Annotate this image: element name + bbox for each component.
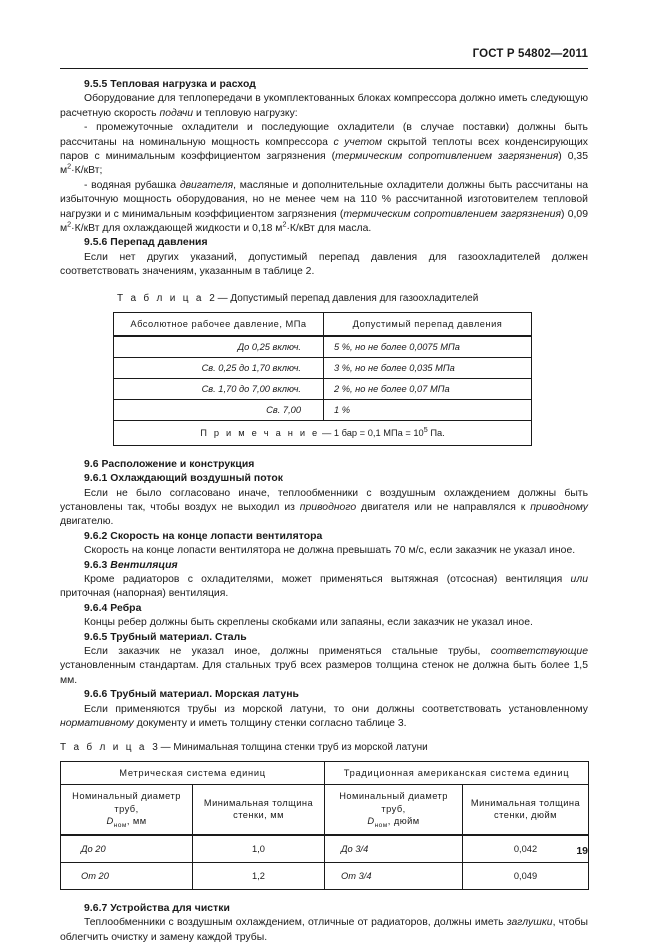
italic-term-dvigatelya: двигателя — [179, 179, 234, 191]
table-3-cell-r0c2: До 3/4 — [325, 835, 463, 863]
italic-term-sootvetstvuyushchie: соответствующие — [490, 645, 588, 657]
table-2-caption-text: Допустимый перепад давления для газоохладителей — [230, 292, 479, 304]
italic-term-privodnogo: приводного — [299, 501, 357, 513]
table-3-cell-r1c2: От 3/4 — [325, 862, 463, 889]
table-3-caption-number: 3 — [152, 742, 158, 754]
table-3-caption — [60, 741, 588, 755]
table-2-header-row — [114, 312, 532, 336]
table-2-cell-r1c0: Св. 0,25 до 1,70 включ. — [114, 357, 324, 378]
table-3-col-header-1-line2: стенки, мм — [233, 810, 284, 821]
paragraph-9-6-2-1: Скорость на конце лопасти вентилятора не должна превышать 70 м/с, если заказчик не указал иное. — [84, 545, 576, 557]
table-3-cell-r1c1: 1,2 — [193, 862, 325, 889]
paragraph-9-6-3-1: Кроме радиаторов с охладителями, может применяться вытяжная (отсосная) вентиляция или приточная (напорная) вентиляция. — [60, 573, 588, 600]
table-3-col-header-2-subscript: ном — [374, 822, 388, 830]
table-3-col-header-0 — [61, 785, 193, 835]
table-2-caption-dash: — — [217, 292, 228, 304]
table-2-note — [114, 420, 532, 445]
table-2-cell-r2c0: Св. 1,70 до 7,00 включ. — [114, 378, 324, 399]
italic-term-ili: или — [570, 573, 588, 585]
table-3-cell-r0c0: До 20 — [61, 835, 193, 863]
table-3-col-header-2-symbol: D — [367, 816, 375, 827]
document-content — [60, 78, 588, 945]
table-2-cell-r1c1: 3 %, но не более 0,035 МПа — [324, 357, 532, 378]
table-3-group-header-row — [61, 762, 589, 785]
table-3-cell-r0c3: 0,042 — [463, 835, 589, 863]
table-row — [114, 336, 532, 358]
table-3-cell-r0c1: 1,0 — [193, 835, 325, 863]
table-row — [114, 357, 532, 378]
table-3-col-header-3-line2: стенки, дюйм — [494, 810, 557, 821]
paragraph-9-5-6-1: Если нет других указаний, допустимый перепад давления для газоохладителей должен соответствовать значениям, указанным в таблице 2. — [60, 251, 588, 278]
table-2-allowable-pressure-drop — [113, 312, 532, 446]
table-3-col-header-3 — [463, 785, 589, 835]
page-header — [60, 48, 588, 70]
table-3-col-header-1-line1: Минимальная толщина — [203, 797, 314, 808]
table-row — [114, 378, 532, 399]
italic-term-s-uchetom: с учетом — [333, 136, 382, 148]
italic-term-zaglushki: заглушки — [506, 917, 553, 929]
table-2-header-cell-1: Допустимый перепад давления — [324, 312, 532, 336]
heading-9-6-3-number: 9.6.3 — [84, 559, 111, 571]
table-2-note-row — [114, 420, 532, 445]
table-3-col-header-2-line1: Номинальный диаметр труб, — [339, 791, 448, 814]
paragraph-9-5-5-3: - водяная рубашка двигателя, масляные и дополнительные охладители должны быть рассчитаны на избыточную мощность оборудования, но не менее чем на 110 % рассчитанной изготовителем тепловой нагрузки и с минимальным коэффициентом загрязнения (термическим сопротивлением загрязнения) 0,09 $м^2\cdot К$/кВт для охлаждающей жидкости и 0,18 $м^2\cdot К$/кВт для масла. — [60, 179, 589, 235]
table-2-cell-r3c0: Св. 7,00 — [114, 399, 324, 420]
italic-term-privodnomu: приводному — [530, 501, 588, 513]
table-2-caption-label: Т а б л и ц а — [117, 292, 204, 304]
table-3-caption-label: Т а б л и ц а — [60, 742, 147, 754]
table-2-note-label: П р и м е ч а н и е — [200, 427, 320, 438]
standard-title: ГОСТ Р 54802—2011 — [472, 48, 588, 60]
heading-9-6-2: 9.6.2 Скорость на конце лопасти вентилятора — [84, 530, 323, 542]
page-number: 19 — [576, 845, 588, 857]
heading-9-6-6: 9.6.6 Трубный материал. Морская латунь — [84, 689, 299, 701]
table-3-caption-dash: — — [160, 742, 171, 754]
table-2-cell-r2c1: 2 %, но не более 0,07 МПа — [324, 378, 532, 399]
table-2-note-superscript: 5 — [423, 424, 428, 434]
table-2-header-cell-0: Абсолютное рабочее давление, МПа — [114, 312, 324, 336]
table-2-caption-number: 2 — [209, 292, 215, 304]
table-3-col-header-2 — [325, 785, 463, 835]
heading-9-6-5: 9.6.5 Трубный материал. Сталь — [84, 631, 247, 643]
paragraph-9-6-4-1: Концы ребер должны быть скреплены скобками или запаяны, если заказчик не указал иное. — [84, 617, 533, 629]
table-3-min-wall-thickness — [60, 761, 589, 890]
table-3-group-header-us: Традиционная американская система единиц — [325, 762, 589, 785]
table-3-col-header-2-tail: , дюйм — [387, 816, 420, 827]
paragraph-9-6-1-1: Если не было согласовано иначе, теплообменники с воздушным охлаждением должны быть установлены так, чтобы воздух не выходил из приводного двигателя или не направлялся к приводному двигателю. — [60, 487, 588, 528]
heading-9-6-7: 9.6.7 Устройства для чистки — [84, 902, 230, 914]
table-2-note-text-b: Па. — [427, 427, 445, 438]
heading-9-6-3-italic-label: Вентиляция — [110, 559, 178, 571]
table-2-cell-r3c1: 1 % — [324, 399, 532, 420]
table-3-col-header-3-line1: Минимальная толщина — [470, 797, 581, 808]
table-2-note-text-a: 1 бар = 0,1 МПа = 10 — [333, 427, 424, 438]
heading-9-6-4: 9.6.4 Ребра — [84, 602, 142, 614]
superscript-2: 2 — [67, 219, 72, 229]
table-2-cell-r0c1: 5 %, но не более 0,0075 МПа — [324, 336, 532, 358]
paragraph-9-6-6-1: Если применяются трубы из морской латуни, то они должны соответствовать установленному нормативному документу и иметь толщину стенки согласно таблице 3. — [60, 703, 588, 729]
table-2-caption — [60, 292, 588, 306]
table-3-cell-r1c0: От 20 — [61, 862, 193, 889]
table-2-cell-r0c0: До 0,25 включ. — [114, 336, 324, 358]
table-3-col-header-0-symbol: D — [106, 816, 114, 827]
table-3-cell-r1c3: 0,049 — [463, 862, 589, 889]
superscript-2: 2 — [282, 219, 287, 229]
italic-term-podachi: подачи — [159, 107, 194, 119]
heading-9-5-6: 9.5.6 Перепад давления — [84, 237, 208, 249]
table-3-col-header-0-tail: , мм — [126, 816, 147, 827]
bullet-dash: - — [84, 122, 97, 134]
italic-term-termicheskim-1: термическим сопротивлением загрязнения — [335, 151, 559, 163]
table-3-caption-text: Минимальная толщина стенки труб из морской латуни — [173, 742, 428, 754]
paragraph-9-5-5-1: Оборудование для теплопередачи в укомплектованных блоках компрессора должно иметь следующую расчетную скорость подачи и тепловую нагрузку: — [60, 93, 588, 119]
table-row — [61, 862, 589, 889]
superscript-2: 2 — [67, 161, 72, 171]
paragraph-9-6-7-1: Теплообменники с воздушным охлаждением, отличные от радиаторов, должны иметь заглушки, чтобы облегчить очистку и замену каждой трубы. — [60, 917, 588, 943]
table-row — [114, 399, 532, 420]
italic-term-normativnomu: нормативному — [60, 718, 134, 729]
heading-9-5-5: 9.5.5 Тепловая нагрузка и расход — [84, 79, 256, 90]
bullet-dash: - — [84, 179, 92, 191]
table-2-note-dash: — — [322, 427, 332, 438]
paragraph-9-6-5-1: Если заказчик не указал иное, должны применяться стальные трубы, соответствующие установленным стандартам. Для стальных труб всех размеров толщина стенок не должна быть более 1,5 мм. — [60, 645, 588, 686]
heading-9-6: 9.6 Расположение и конструкция — [84, 458, 255, 470]
paragraph-9-5-5-2: - промежуточные охладители и последующие охладители (в случае поставки) должны быть рассчитаны на номинальную мощность компрессора с учетом скрытой теплоты всех конденсирующих паров с минимальным коэффициентом загрязнения (термическим сопротивлением загрязнения) 0,35 $м^2\cdot К$/кВт; — [60, 122, 588, 177]
table-3-col-header-1 — [193, 785, 325, 835]
table-row — [61, 835, 589, 863]
header-divider — [60, 68, 588, 69]
table-3-column-header-row — [61, 785, 589, 835]
heading-9-6-1: 9.6.1 Охлаждающий воздушный поток — [84, 473, 284, 485]
table-3-group-header-metric: Метрическая система единиц — [61, 762, 325, 785]
table-3-col-header-0-line1: Номинальный диаметр труб, — [72, 791, 181, 814]
heading-9-6-3 — [60, 559, 588, 573]
italic-term-termicheskim-2: термическим сопротивлением загрязнения — [343, 208, 562, 220]
table-3-col-header-0-subscript: ном — [113, 822, 127, 830]
